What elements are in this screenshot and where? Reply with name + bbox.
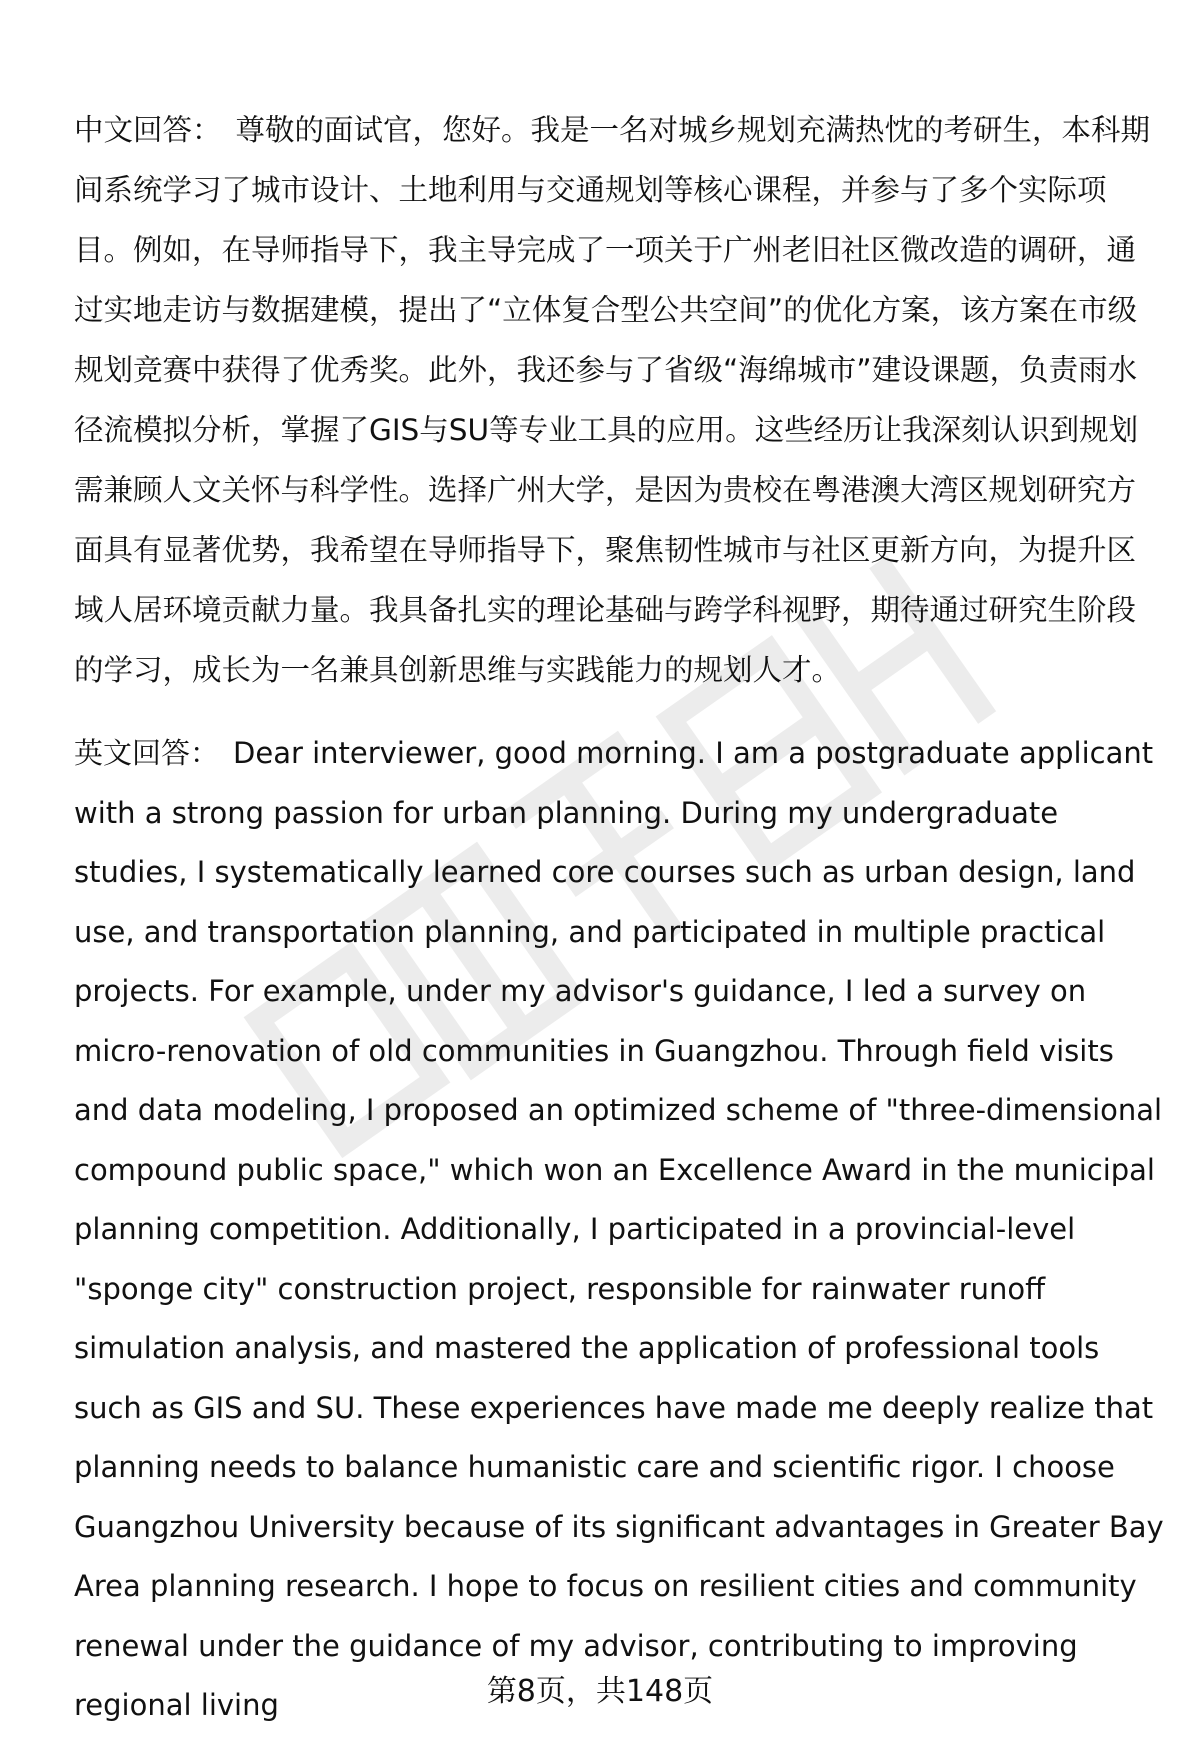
chinese-answer-text: 尊敬的面试官，您好。我是一名对城乡规划充满热忱的考研生，本科期间系统学习了城市设计、土地利用与交通规划等核心课程，并参与了多个实际项目。例如，在导师指导下，我主导完成了一项关于广州老旧社区微改造的调研，通过实地走访与数据建模，提出了“立体复合型公共空间”的优化方案，该方案在市级规划竞赛中获得了优秀奖。此外，我还参与了省级“海绵城市”建设课题，负责雨水径流模拟分析，掌握了GIS与SU等专业工具的应用。这些经历让我深刻认识到规划需兼顾人文关怀与科学性。选择广州大学，是因为贵校在粤港澳大湾区规划研究方面具有显著优势，我希望在导师指导下，聚焦韧性城市与社区更新方向，为提升区域人居环境贡献力量。我具备扎实的理论基础与跨学科视野，期待通过研究生阶段的学习，成长为一名兼具创新思维与实践能力的规划人才。: [74, 113, 1151, 687]
page-indicator: 第8页，共148页: [486, 1674, 714, 1709]
english-answer-paragraph: [74, 724, 1164, 1736]
english-answer-text: Dear interviewer, good morning. I am a postgraduate applicant with a strong passion for urban planning. During my undergraduate studies, I systematically learned core courses such as urban design, land use, and transportation planning, and participated in multiple practical projects. For example, under my advisor's guidance, I led a survey on micro-renovation of old communities in Guangzhou. Through field visits and data modeling, I proposed an optimized scheme of "three-dimensional compound public space," which won an Excellence Award in the municipal planning competition. Additionally, I participated in a provincial-level "sponge city" construction project, responsible for rainwater runoff simulation analysis, and mastered the application of professional tools such as GIS and SU. These experiences have made me deeply realize that planning needs to balance humanistic care and scientific rigor. I choose Guangzhou University because of its significant advantages in Greater Bay Area planning research. I hope to focus on resilient cities and community renewal under the guidance of my advisor, contributing to improving regional living: [74, 736, 1164, 1722]
document-body: [74, 100, 1164, 1736]
chinese-answer-label: 中文回答：: [74, 113, 222, 147]
english-answer-label: 英文回答：: [74, 736, 220, 770]
chinese-answer-paragraph: [74, 100, 1164, 700]
